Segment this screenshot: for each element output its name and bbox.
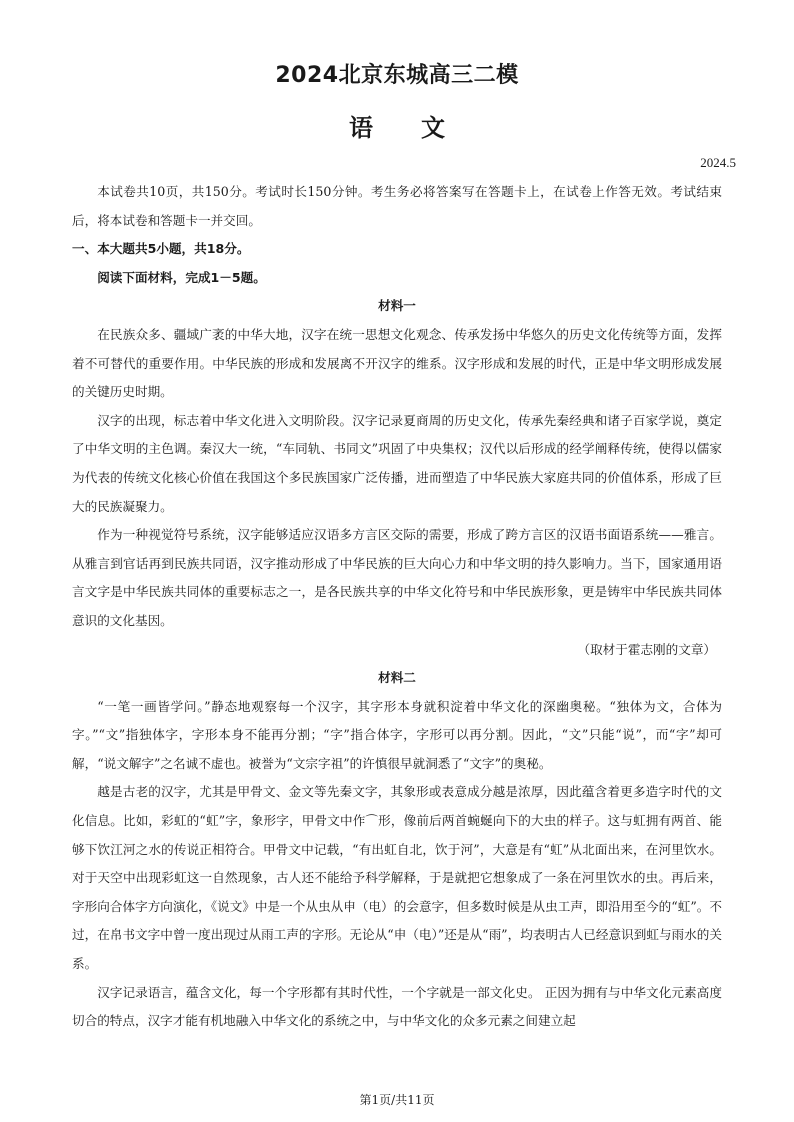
page-number: 第1页/共11页 bbox=[359, 1093, 435, 1107]
exam-title: 2024北京东城高三二模 bbox=[275, 63, 519, 88]
paragraph: 汉字的出现，标志着中华文化进入文明阶段。汉字记录夏商周的历史文化，传承先秦经典和诸子百家学说，奠定了中华文明的主色调。秦汉大一统，“车同轨、书同文”巩固了中央集权；汉代以后形成的经学阐释传统，使得以儒家为代表的传统文化核心价值在我国这个多民族国家广泛传播，进而塑造了中华民族大家庭共同的价值体系，形成了巨大的民族凝聚力。 bbox=[72, 412, 722, 514]
section-heading: 一、本大题共5小题，共18分。 bbox=[72, 241, 250, 257]
section-instruction: 阅读下面材料，完成1－5题。 bbox=[97, 269, 266, 285]
paragraph: “一笔一画皆学问。”静态地观察每一个汉字，其字形本身就积淀着中华文化的深幽奥秘。“独体为文，合体为字。”“文”指独体字，字形本身不能再分割；“字”指合体字，字形可以再分割。因此，“文”只能“说”，而“字”却可解，“说文解字”之名诚不虚也。被誉为“文宗字祖”的许慎很早就洞悉了“文字”的奥秘。 bbox=[72, 698, 722, 771]
source-citation: （取材于霍志刚的文章） bbox=[577, 641, 716, 657]
paragraph: 作为一种视觉符号系统，汉字能够适应汉语多方言区交际的需要，形成了跨方言区的汉语书面语系统——雅言。从雅言到官话再到民族共同语，汉字推动形成了中华民族的巨大向心力和中华文明的持久影响力。当下，国家通用语言文字是中华民族共同体的重要标志之一，是各民族共享的中华文化符号和中华民族形象，更是铸牢中华民族共同体意识的文化基因。 bbox=[72, 527, 722, 628]
document-body bbox=[72, 178, 722, 1036]
paragraph: 越是古老的汉字，尤其是甲骨文、金文等先秦文字，其象形或表意成分越是浓厚，因此蕴含着更多造字时代的文化信息。比如，彩虹的“虹”字，象形字，甲骨文中作⌒形，像前后两首蜿蜒向下的大虫的样子。这与虹拥有两首、能够下饮江河之水的传说正相符合。甲骨文中记载，“有出虹自北，饮于河”，大意是有“虹”从北面出来，在河里饮水。对于天空中出现彩虹这一自然现象，古人还不能给予科学解释，于是就把它想象成了一条在河里饮水的虫。再后来，字形向合体字方向演化，《说文》中是一个从虫从申（电）的会意字，但多数时候是从虫工声，即沿用至今的“虹”。不过，在帛书文字中曾一度出现过从雨工声的字形。无论从“申（电）”还是从“雨”，均表明古人已经意识到虹与雨水的关系。 bbox=[72, 784, 722, 972]
paragraph: 在民族众多、疆域广袤的中华大地，汉字在统一思想文化观念、传承发扬中华悠久的历史文化传统等方面，发挥着不可替代的重要作用。中华民族的形成和发展离不开汉字的维系。汉字形成和发展的时代，正是中华文明形成发展的关键历史时期。 bbox=[72, 326, 722, 400]
paragraph: 汉字记录语言，蕴含文化，每一个字形都有其时代性，一个字就是一部文化史。 正因为拥有与中华文化元素高度切合的特点，汉字才能有机地融入中华文化的系统之中，与中华文化的众多元素之间建立起 bbox=[72, 984, 722, 1029]
material-title: 材料一 bbox=[378, 298, 416, 314]
intro-paragraph: 本试卷共10页，共150分。考试时长150分钟。考生务必将答案写在答题卡上，在试卷上作答无效。考试结束后，将本试卷和答题卡一并交回。 bbox=[72, 184, 722, 228]
exam-date: 2024.5 bbox=[700, 155, 736, 170]
subject-title: 语 文 bbox=[349, 113, 445, 142]
material-title: 材料二 bbox=[378, 670, 416, 686]
